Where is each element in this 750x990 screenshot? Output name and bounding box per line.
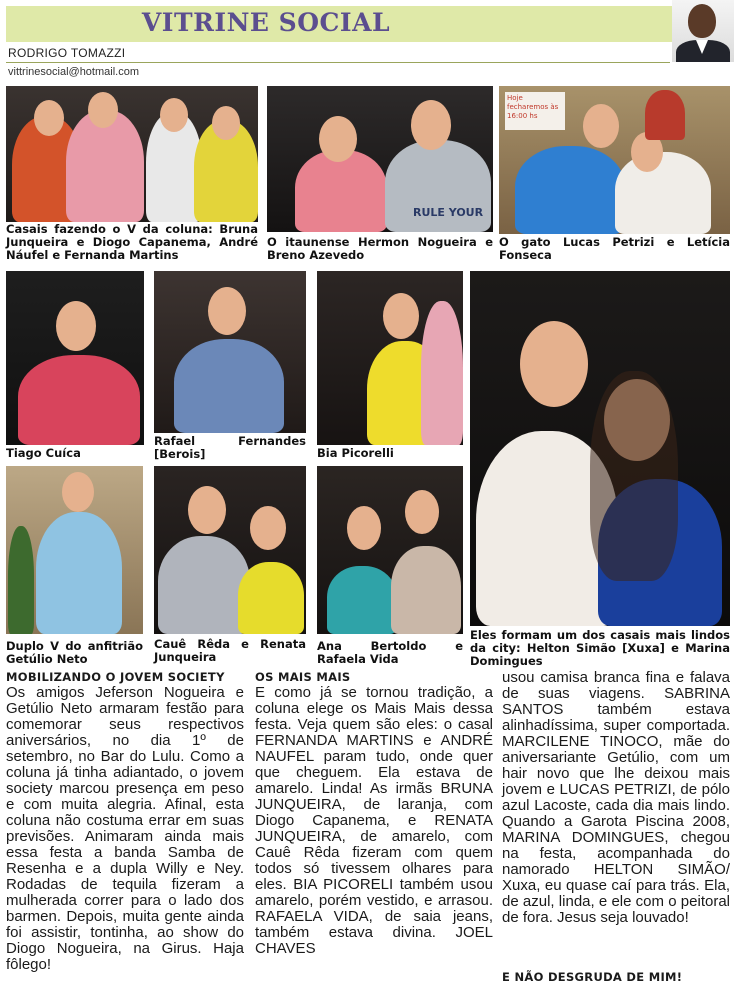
section-heading-mais-mais: OS MAIS MAIS (255, 670, 351, 684)
photo-helton-marina (470, 271, 730, 626)
caption-hermon-breno: O itaunense Hermon Nogueira e Breno Azevedo (267, 235, 493, 262)
photo-ana-rafaela (317, 466, 463, 634)
shirt-print: RULE YOUR (413, 206, 484, 219)
photo-caue-renata (154, 466, 306, 634)
bar-sign: Hoje fecharemos às 16:00 hs (505, 92, 565, 130)
photo-rafael-fernandes (154, 271, 306, 433)
photo-bia-picorelli (317, 271, 463, 445)
article-text-1: Os amigos Jeferson Nogueira e Getúlio Neto armaram festão para comemorar seus respectivos aniversários, no dia 1º de setembro, no Bar do Lulu. Como a coluna já tinha adiantado, o jovem society marcou presença em peso e com muita alegria. Afinal, esta coluna não costuma errar em suas previsões. Animaram ainda mais essa festa a banda Samba de Resenha e a dupla Willy e Ney. Rodadas de tequila fizeram a mulherada correr para o lado dos barmen. Depois, muita gente ainda foi assistir, tontinha, ao show do Diogo Nogueira, na Girus. Haja fôlego! (6, 684, 244, 973)
caption-rafael-fernandes: Rafael Fernandes [Berois] (154, 434, 306, 461)
header-divider (6, 62, 670, 63)
caption-tiago-cuica: Tiago Cuíca (6, 446, 81, 460)
article-column-2 (255, 670, 493, 957)
columnist-email: vittrinesocial@hotmail.com (8, 66, 139, 78)
column-title: VITRINE SOCIAL (141, 8, 391, 37)
section-heading-jovem-society: MOBILIZANDO O JOVEM SOCIETY (6, 670, 225, 684)
caption-ana-rafaela: Ana Bertoldo e Rafaela Vida (317, 639, 463, 666)
columnist-name: RODRIGO TOMAZZI (8, 46, 126, 60)
column-banner (6, 6, 734, 42)
section-heading-nao-desgruda: E NÃO DESGRUDA DE MIM! (502, 970, 683, 984)
portrait-head (688, 4, 716, 38)
caption-getulio-neto: Duplo V do anfitrião Getúlio Neto (6, 639, 143, 666)
caption-caue-renata: Cauê Rêda e Renata Junqueira (154, 637, 306, 664)
article-text-3: usou camisa branca fina e falava de suas viagens. SABRINA SANTOS também estava alinhadíssima, super comportada. MARCILENE TINOCO, mãe do aniversariante Getúlio, com um hair novo que lhe deixou mais jovem e LUCAS PETRIZI, de pólo azul Lacoste, cada dia mais lindo. Quando a Garota Piscina 2008, MARINA DOMINGUES, chegou na festa, acompanhada do namorado HELTON SIMÃO/ Xuxa, eu quase caí para trás. Ela, de azul, linda, e ele com o peitoral de fora. Jesus seja louvado! (502, 669, 730, 926)
article-column-3 (502, 670, 730, 926)
columnist-portrait (672, 0, 734, 62)
photo-casais-v (6, 86, 258, 222)
article-column-1 (6, 670, 244, 973)
article-text-2: E como já se tornou tradição, a coluna elege os Mais Mais dessa festa. Veja quem são eles: o casal FERNANDA MARTINS e ANDRÉ NAUFEL param tudo, onde quer que cheguem. Ela estava de amarelo. Linda! As irmãs BRUNA JUNQUEIRA, de laranja, com Diogo Capanema, e RENATA JUNQUEIRA, de amarelo, com Cauê Rêda fizeram com quem todos só tivessem olhares para eles. BIA PICORELI também usou amarelo, porém vestido, e arrasou. RAFAELA VIDA, de saia jeans, também estava divina. JOEL CHAVES (255, 684, 493, 957)
caption-bia-picorelli: Bia Picorelli (317, 446, 394, 460)
caption-helton-marina: Eles formam um dos casais mais lindos da city: Helton Simão [Xuxa] e Marina Domingues (470, 628, 730, 668)
photo-hermon-breno (267, 86, 493, 232)
photo-getulio-neto (6, 466, 143, 634)
photo-lucas-leticia (499, 86, 730, 234)
photo-tiago-cuica (6, 271, 144, 445)
caption-lucas-leticia: O gato Lucas Petrizi e Letícia Fonseca (499, 235, 730, 262)
caption-casais-v: Casais fazendo o V da coluna: Bruna Junqueira e Diogo Capanema, André Náufel e Fernanda Martins (6, 222, 258, 262)
